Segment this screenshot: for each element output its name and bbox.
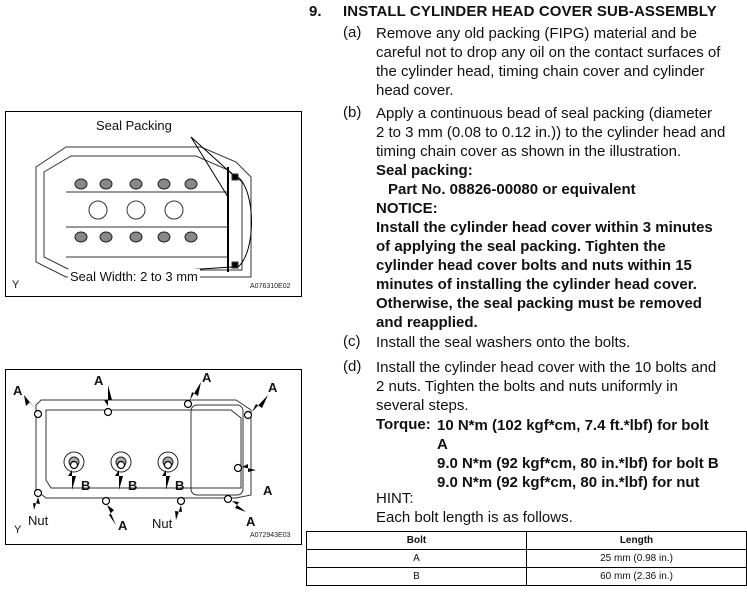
seal-packing-callout: Seal Packing — [96, 118, 172, 133]
substep-b-line: Apply a continuous bead of seal packing (diameter — [376, 105, 713, 122]
bolt-label-a: A — [263, 483, 273, 498]
torque-label: Torque: — [376, 416, 431, 433]
seal-packing-figure — [5, 111, 302, 297]
bolt-label-a: A — [94, 373, 104, 388]
notice-line: Install the cylinder head cover within 3 minutes — [376, 219, 713, 236]
table-cell: 25 mm (0.98 in.) — [527, 550, 747, 568]
bolt-label-a: A — [202, 370, 212, 385]
hint-label: HINT: — [376, 490, 414, 507]
substep-c-text: Install the seal washers onto the bolts. — [376, 334, 631, 351]
bolt-label-b: B — [175, 478, 185, 493]
figure2-corner-mark: Y — [14, 524, 22, 536]
nut-label: Nut — [28, 513, 49, 528]
bolt-label-a: A — [246, 514, 256, 529]
bolt-length-table — [306, 531, 747, 586]
torque-values — [437, 416, 719, 492]
table-header-row — [307, 532, 747, 550]
bolt-label-a: A — [118, 518, 128, 533]
substep-a-text — [376, 24, 747, 100]
substep-d-text — [376, 358, 747, 415]
bolt-label-a: A — [268, 380, 278, 395]
table-header: Length — [527, 532, 747, 550]
substep-d-line: Install the cylinder head cover with the 10 bolts and — [376, 359, 717, 376]
figure1-code: A076310E02 — [250, 283, 291, 290]
substep-a-line: the cylinder head, timing chain cover and cylinder — [376, 63, 705, 80]
figure1-corner-mark: Y — [12, 279, 20, 291]
nut-label: Nut — [152, 516, 173, 531]
notice-line: and reapplied. — [376, 314, 478, 331]
bolt-layout-figure — [5, 369, 302, 545]
torque-line: A — [437, 436, 448, 453]
table-header: Bolt — [307, 532, 527, 550]
figure2-code: A072943E03 — [250, 532, 291, 539]
substep-c-letter: (c) — [343, 333, 361, 350]
table-cell: B — [307, 568, 527, 586]
substep-a-letter: (a) — [343, 24, 362, 41]
substep-b-line: timing chain cover as shown in the illustration. — [376, 143, 682, 160]
step-title: INSTALL CYLINDER HEAD COVER SUB-ASSEMBLY — [343, 3, 717, 20]
table-row — [307, 550, 747, 568]
substep-d-letter: (d) — [343, 358, 362, 375]
bolt-label-a: A — [13, 383, 23, 398]
seal-width-callout: Seal Width: 2 to 3 mm — [70, 269, 198, 284]
table-cell: 60 mm (2.36 in.) — [527, 568, 747, 586]
torque-line: 10 N*m (102 kgf*cm, 7.4 ft.*lbf) for bolt — [437, 417, 709, 434]
substep-a-line: head cover. — [376, 82, 454, 99]
torque-line: 9.0 N*m (92 kgf*cm, 80 in.*lbf) for nut — [437, 474, 700, 491]
bolt-label-b: B — [81, 478, 91, 493]
notice-line: cylinder head cover bolts and nuts within 15 — [376, 257, 692, 274]
notice-line: Otherwise, the seal packing must be removed — [376, 295, 702, 312]
substep-a-line: Remove any old packing (FIPG) material and be — [376, 25, 697, 42]
notice-line: minutes of installing the cylinder head cover. — [376, 276, 697, 293]
substep-b-text — [376, 104, 747, 332]
step-number: 9. — [309, 3, 322, 20]
substep-d-line: 2 nuts. Tighten the bolts and nuts uniformly in — [376, 378, 678, 395]
table-cell: A — [307, 550, 527, 568]
bolt-label-b: B — [128, 478, 138, 493]
substep-b-line: 2 to 3 mm (0.08 to 0.12 in.)) to the cylinder head and — [376, 124, 726, 141]
hint-text: Each bolt length is as follows. — [376, 509, 573, 526]
table-row — [307, 568, 747, 586]
torque-line: 9.0 N*m (92 kgf*cm, 80 in.*lbf) for bolt B — [437, 455, 719, 472]
seal-packing-label: Seal packing: — [376, 162, 473, 179]
substep-b-letter: (b) — [343, 104, 362, 121]
notice-line: of applying the seal packing. Tighten the — [376, 238, 666, 255]
substep-a-line: careful not to drop any oil on the contact surfaces of — [376, 44, 721, 61]
part-number: Part No. 08826-00080 or equivalent — [388, 181, 636, 198]
substep-d-line: several steps. — [376, 397, 469, 414]
notice-label: NOTICE: — [376, 200, 438, 217]
